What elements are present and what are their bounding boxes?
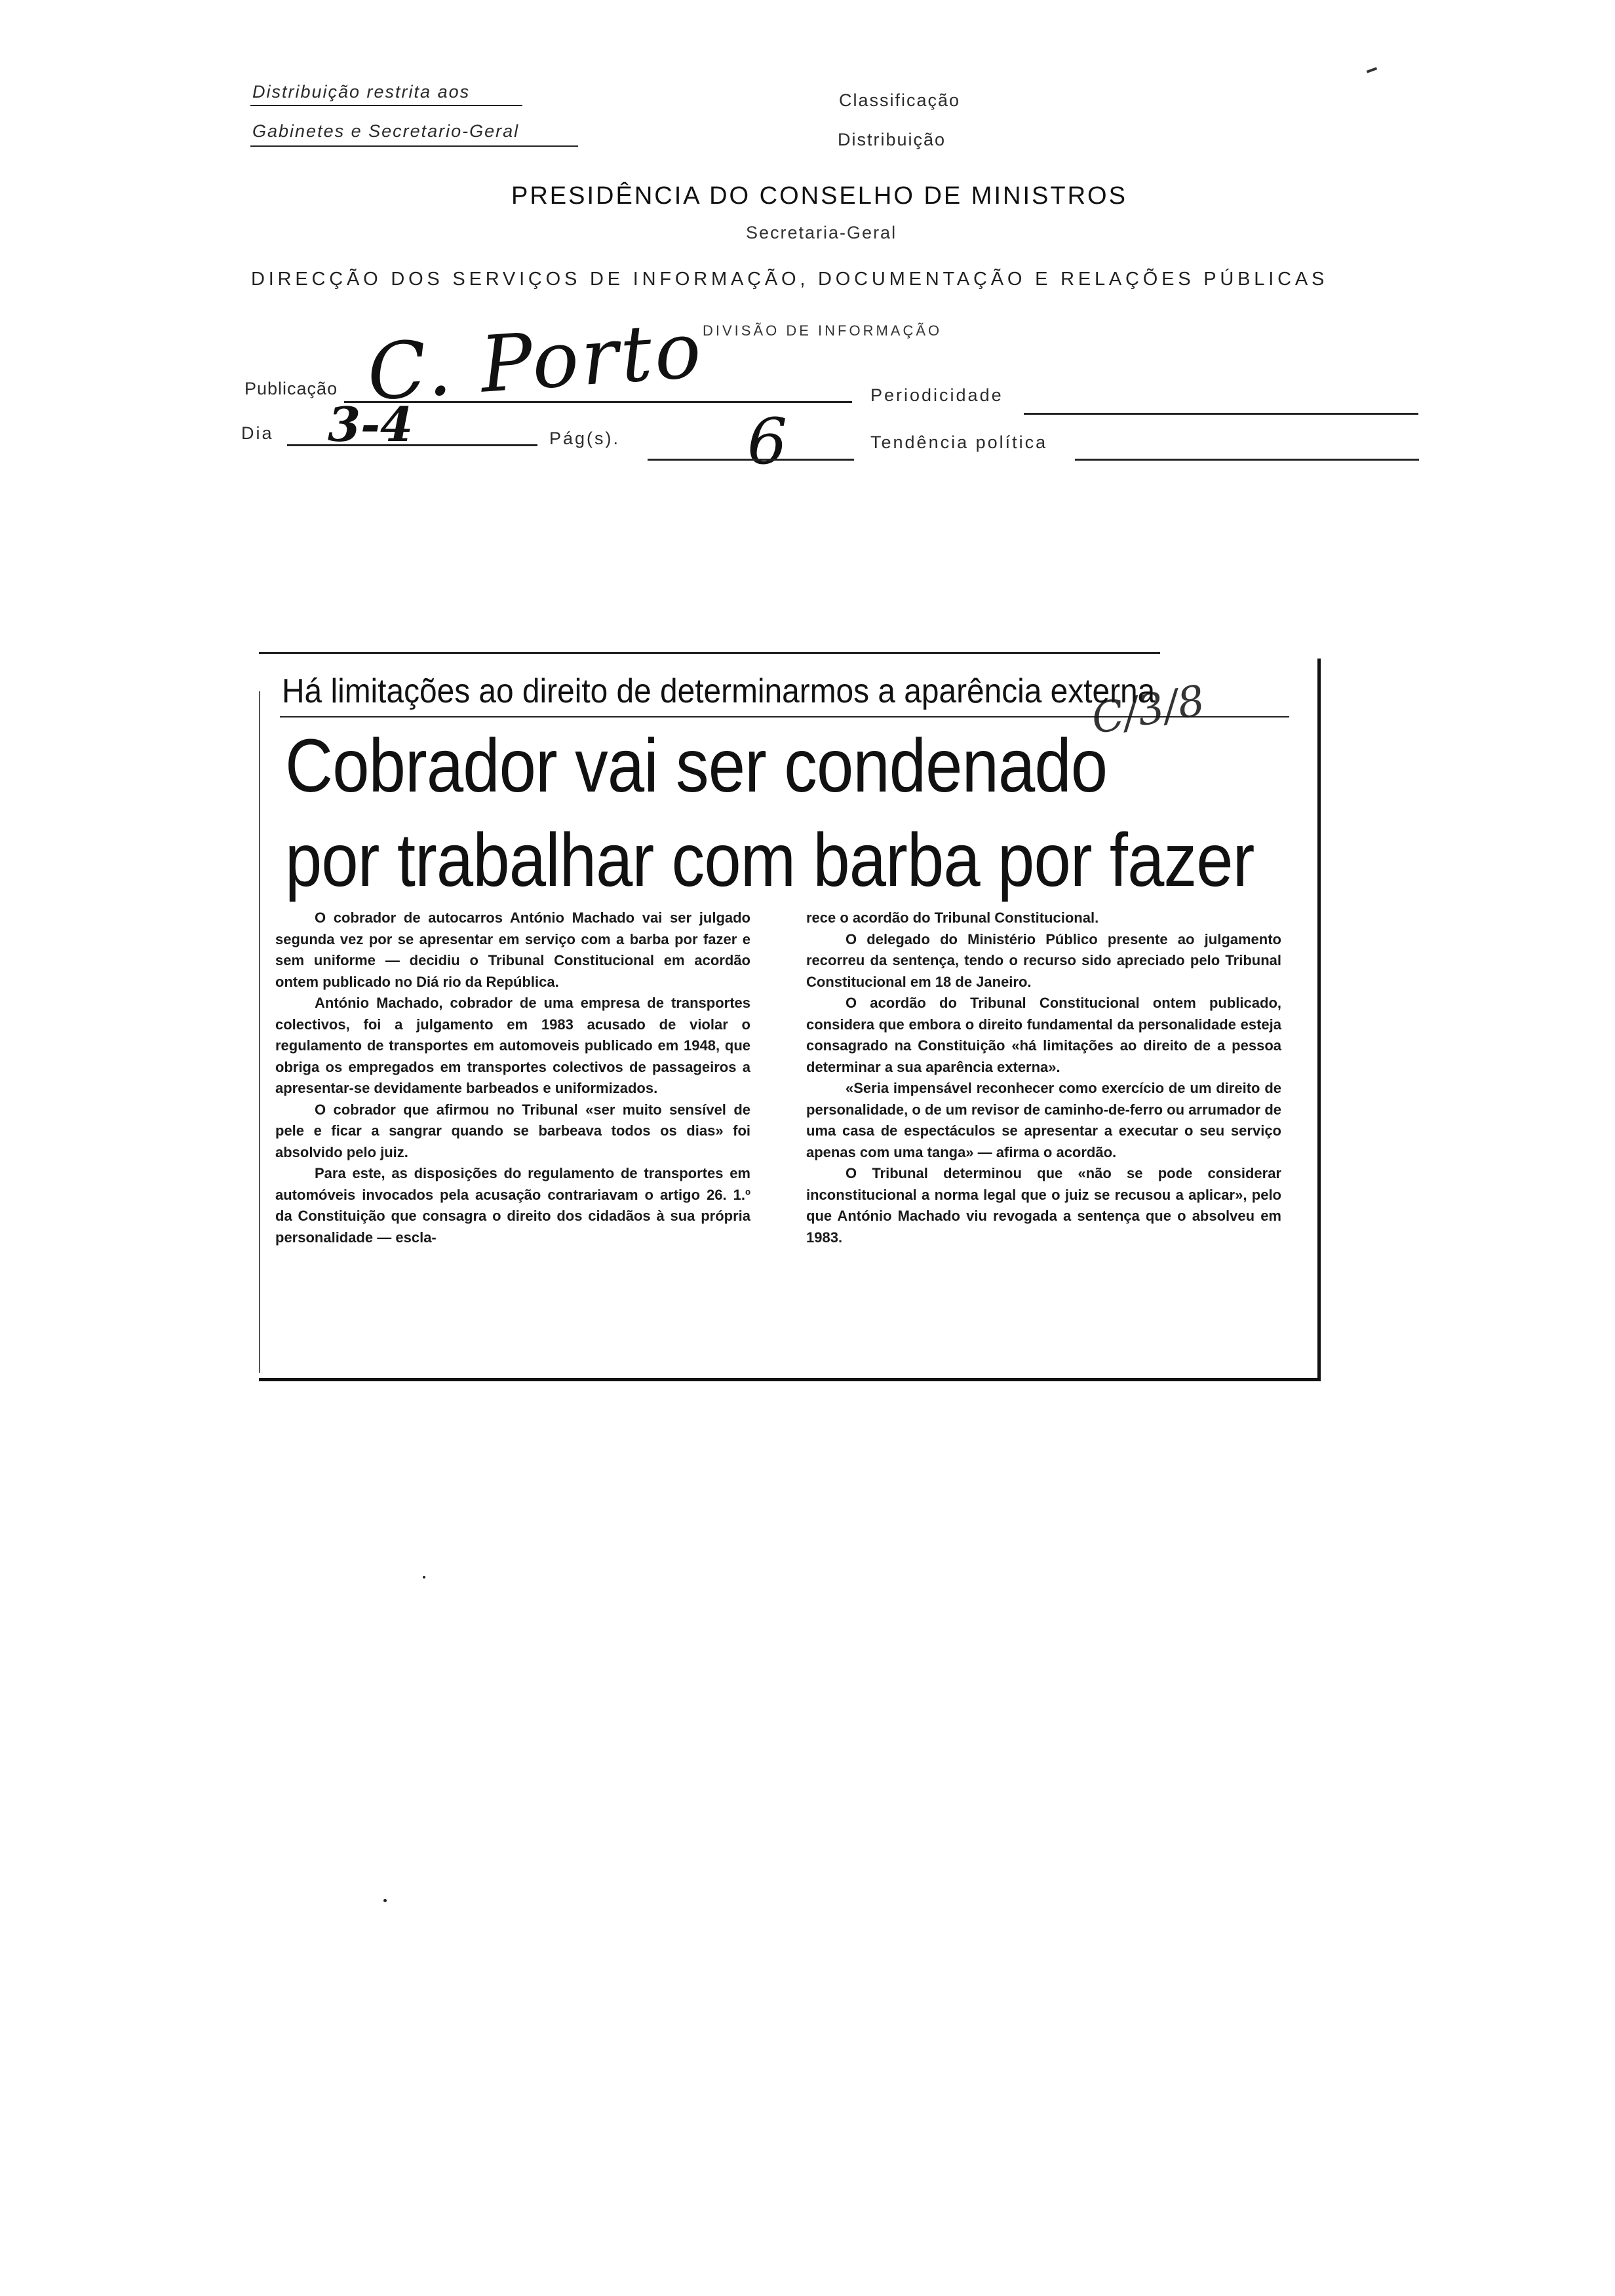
clipping-bottom-border: [259, 1378, 1321, 1381]
newspaper-clipping: [239, 645, 1337, 1386]
tendencia-label: Tendência política: [870, 432, 1048, 452]
dia-field-line: [287, 444, 537, 446]
col2-paragraph-3: O acordão do Tribunal Constitucional ontem publicado, considera que embora o direito fundamental da personalidade esteja consagrado na Constituição «há limitações ao direito de a pessoa determinar a sua aparência externa».: [806, 995, 1281, 1075]
article-column-2: [806, 908, 1281, 1248]
scan-speck: [383, 1899, 387, 1902]
col2-paragraph-2: O delegado do Ministério Público presente ao julgamento recorreu da sentença, tendo o recurso sido apreciado pelo Tribunal Constitucional em 18 de Janeiro.: [806, 930, 1281, 990]
classificacao-label: Classificação: [839, 90, 961, 110]
article-column-1: [275, 908, 750, 1248]
col1-paragraph-4: Para este, as disposições do regulamento de transportes em automóveis invocados pela acusação contrariavam o artigo 26. 1.º da Constituição que consagra o direito dos cidadãos à sua própria personalidade — escla-: [275, 1165, 750, 1246]
col1-paragraph-1: O cobrador de autocarros António Machado vai ser julgado segunda vez por se apresentar em serviço com a barba por fazer e sem uniforme — decidiu o Tribunal Constitucional em acordão ontem publicado no Diá rio da República.: [275, 909, 750, 990]
pags-label: Pág(s).: [549, 429, 621, 448]
secretaria-label: Secretaria-Geral: [746, 223, 897, 242]
dia-label: Dia: [241, 423, 274, 443]
distribuicao-label: Distribuição: [838, 130, 946, 149]
dia-handwritten: 3-4: [328, 396, 414, 452]
col1-paragraph-2: António Machado, cobrador de uma empresa de transportes colectivos, foi a julgamento em 1983 acusado de violar o regulamento de transportes em automoveis publicado em 1948, que obriga os empregados em transportes colectivos de passageiros a apresentar-se devidamente barbeados e uniformizados.: [275, 995, 750, 1096]
distribution-underline-1: [250, 105, 522, 106]
periodicidade-label: Periodicidade: [870, 385, 1003, 405]
article-kicker: Há limitações ao direito de determinarmos a aparência externa: [282, 672, 1156, 710]
tendencia-field-line: [1075, 459, 1419, 461]
distribution-line-1: Distribuição restrita aos: [252, 82, 471, 102]
col2-paragraph-4: «Seria impensável reconhecer como exercício de um direito de personalidade, o de um revisor de caminho-de-ferro ou arrumador de uma casa de espectáculos se apresentar a executar o seu serviço apenas com uma tanga» — afirma o acordão.: [806, 1080, 1281, 1160]
publicacao-label: Publicação: [244, 379, 338, 398]
divisao-label: DIVISÃO DE INFORMAÇÃO: [703, 322, 943, 339]
col2-paragraph-5: O Tribunal determinou que «não se pode considerar inconstitucional a norma legal que o juiz se recusou a aplicar», pelo que António Machado viu revogada a sentença que o absolveu em 1983.: [806, 1165, 1281, 1246]
publicacao-field-line: [344, 401, 852, 403]
periodicidade-field-line: [1024, 413, 1418, 415]
pags-handwritten: 6: [747, 405, 788, 478]
distribution-underline-2: [250, 145, 578, 147]
handwritten-annotation: C/3/8: [1087, 676, 1209, 744]
distribution-line-2: Gabinetes e Secretario-Geral: [252, 121, 520, 141]
pags-field-line: [648, 459, 854, 461]
scan-mark: [1367, 67, 1377, 73]
col2-paragraph-1: rece o acordão do Tribunal Constitucional.: [806, 909, 1099, 926]
headline-line-1: Cobrador vai ser condenado: [285, 724, 1108, 808]
col1-paragraph-3: O cobrador que afirmou no Tribunal «ser muito sensível de pele e ficar a sangrar quando se barbeava todos os dias» foi absolvido pelo juiz.: [275, 1101, 750, 1160]
scan-speck: [423, 1576, 425, 1578]
clipping-right-border: [1317, 659, 1321, 1379]
headline-line-2: por trabalhar com barba por fazer: [285, 818, 1255, 902]
presidency-title: PRESIDÊNCIA DO CONSELHO DE MINISTROS: [511, 182, 1127, 210]
direccao-title: DIRECÇÃO DOS SERVIÇOS DE INFORMAÇÃO, DOCUMENTAÇÃO E RELAÇÕES PÚBLICAS: [251, 269, 1329, 290]
clipping-left-border: [259, 691, 260, 1373]
publicacao-handwritten: C. Porto: [364, 304, 707, 418]
clipping-top-border: [259, 652, 1160, 654]
